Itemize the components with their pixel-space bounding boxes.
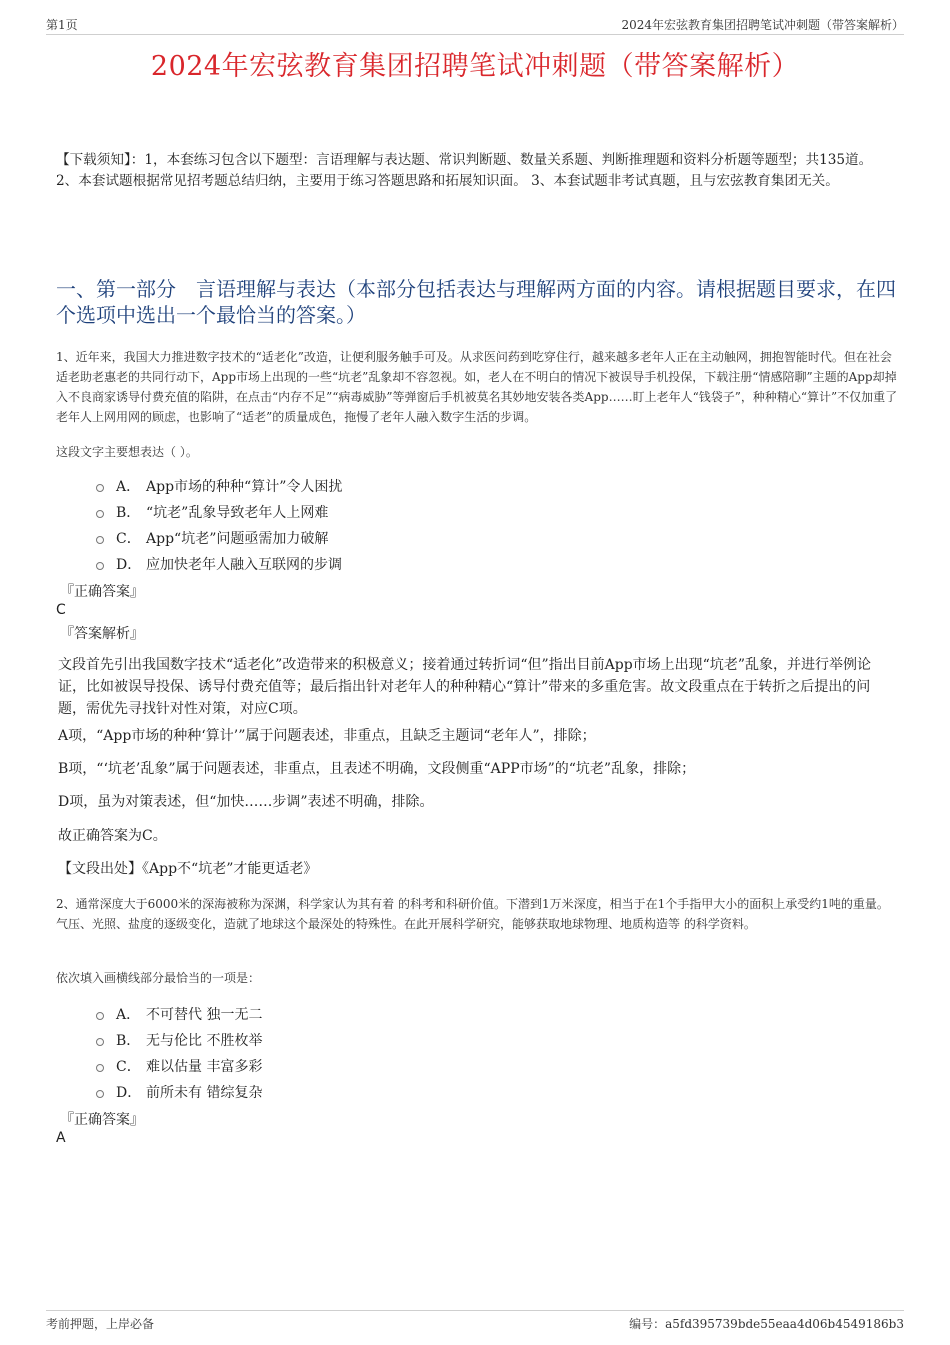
q2-prompt: 依次填入画横线部分最恰当的一项是： bbox=[56, 971, 261, 985]
q1-analysis-a: A项，“App市场的种种‘算计’”属于问题表述，非重点，且缺乏主题词“老年人”，排除； bbox=[58, 728, 596, 744]
footer-slogan: 考前押题，上岸必备 bbox=[46, 1317, 155, 1331]
document-title: 2024年宏弦教育集团招聘笔试冲刺题（带答案解析） bbox=[150, 51, 800, 82]
q1-answer-label: 『正确答案』 bbox=[60, 584, 144, 600]
q2-option-b[interactable]: B． 无与伦比 不胜枚举 bbox=[96, 1027, 796, 1053]
page-footer bbox=[46, 1310, 904, 1333]
q2-option-a[interactable]: A． 不可替代 独一无二 bbox=[96, 1001, 796, 1027]
q1-analysis-b: B项，“‘坑老’乱象”属于问题表述，非重点，且表述不明确，文段侧重“APP市场”的“坑老”乱象，排除； bbox=[58, 761, 696, 777]
q1-option-c[interactable]: C． App“坑老”问题亟需加力破解 bbox=[96, 525, 796, 551]
q1-analysis-para: 文段首先引出我国数字技术“适老化”改造带来的积极意义；接着通过转折词“但”指出目前App市场上出现“坑老”乱象，并进行举例论证，比如被误导投保、诱导付费充值等；最后指出针对老年人的种种精心“算计”带来的多重危害。故文段重点在于转折之后提出的问题，需优先寻找针对性对策，对应C项。 bbox=[58, 657, 871, 717]
q2-passage: 2、通常深度大于6000米的深海被称为深渊，科学家认为其有着 的科考和科研价值。下潜到1万米深度，相当于在1个手指甲大小的面积上承受约1吨的重量。气压、光照、盐度的逐级变化，造就了地球这个最深处的特殊性。在此开展科学研究，能够获取地球物理、地质构造等 的科学资料。 bbox=[56, 897, 889, 931]
q2-option-c[interactable]: C． 难以估量 丰富多彩 bbox=[96, 1053, 796, 1079]
download-notice: 【下载须知】：1，本套练习包含以下题型：言语理解与表达题、常识判断题、数量关系题、判断推理题和资料分析题等题型；共135道。 2、本套试题根据常见招考题总结归纳，主要用于练习答题思路和拓展知识面。 3、本套试题非考试真题，且与宏弦教育集团无关。 bbox=[56, 152, 873, 189]
q1-prompt: 这段文字主要想表达（ ）。 bbox=[56, 445, 198, 459]
q1-passage: 1、近年来，我国大力推进数字技术的“适老化”改造，让便利服务触手可及。从求医问药到吃穿住行，越来越多老年人正在主动触网，拥抱智能时代。但在社会适老助老惠老的共同行动下，App市场上出现的一些“坑老”乱象却不容忽视。如，老人在不明白的情况下被误导手机投保，下载注册“情感陪聊”主题的App却掉入不良商家诱导付费充值的陷阱，在点击“内存不足”“病毒威胁”等弹窗后手机被莫名其妙地安装各类App……盯上老年人“钱袋子”，种种精心“算计”不仅加重了老年人上网用网的顾虑，也影响了“适老”的质量成色，拖慢了老年人融入数字生活的步调。 bbox=[56, 350, 898, 424]
header-doc-title: 2024年宏弦教育集团招聘笔试冲刺题（带答案解析） bbox=[621, 18, 904, 32]
radio-icon[interactable] bbox=[96, 1090, 104, 1098]
page-number: 第1页 bbox=[46, 18, 78, 32]
radio-icon[interactable] bbox=[96, 1038, 104, 1046]
q2-option-d[interactable]: D． 前所未有 错综复杂 bbox=[96, 1079, 796, 1105]
section-title: 一、第一部分 言语理解与表达（本部分包括表达与理解两方面的内容。请根据题目要求，在四个选项中选出一个最恰当的答案。） bbox=[56, 277, 896, 327]
q1-conclusion: 故正确答案为C。 bbox=[58, 828, 167, 844]
q2-answer-label: 『正确答案』 bbox=[60, 1112, 144, 1128]
radio-icon[interactable] bbox=[96, 510, 104, 518]
q1-option-b[interactable]: B． “坑老”乱象导致老年人上网难 bbox=[96, 499, 796, 525]
q1-option-a[interactable]: A． App市场的种种“算计”令人困扰 bbox=[96, 473, 796, 499]
radio-icon[interactable] bbox=[96, 1064, 104, 1072]
q2-options bbox=[96, 1001, 796, 1105]
q1-analysis-d: D项，虽为对策表述，但“加快……步调”表述不明确，排除。 bbox=[58, 794, 434, 810]
q1-answer: C bbox=[56, 602, 66, 618]
q2-answer: A bbox=[56, 1130, 66, 1146]
q1-source: 【文段出处】《App不“坑老”才能更适老》 bbox=[58, 861, 318, 877]
radio-icon[interactable] bbox=[96, 1012, 104, 1020]
q1-option-d[interactable]: D． 应加快老年人融入互联网的步调 bbox=[96, 551, 796, 577]
q1-options bbox=[96, 473, 796, 577]
q1-analysis-label: 『答案解析』 bbox=[60, 626, 144, 642]
radio-icon[interactable] bbox=[96, 562, 104, 570]
radio-icon[interactable] bbox=[96, 484, 104, 492]
footer-serial: 编号：a5fd395739bde55eaa4d06b4549186b3 bbox=[629, 1317, 904, 1331]
page-header bbox=[46, 16, 904, 35]
radio-icon[interactable] bbox=[96, 536, 104, 544]
